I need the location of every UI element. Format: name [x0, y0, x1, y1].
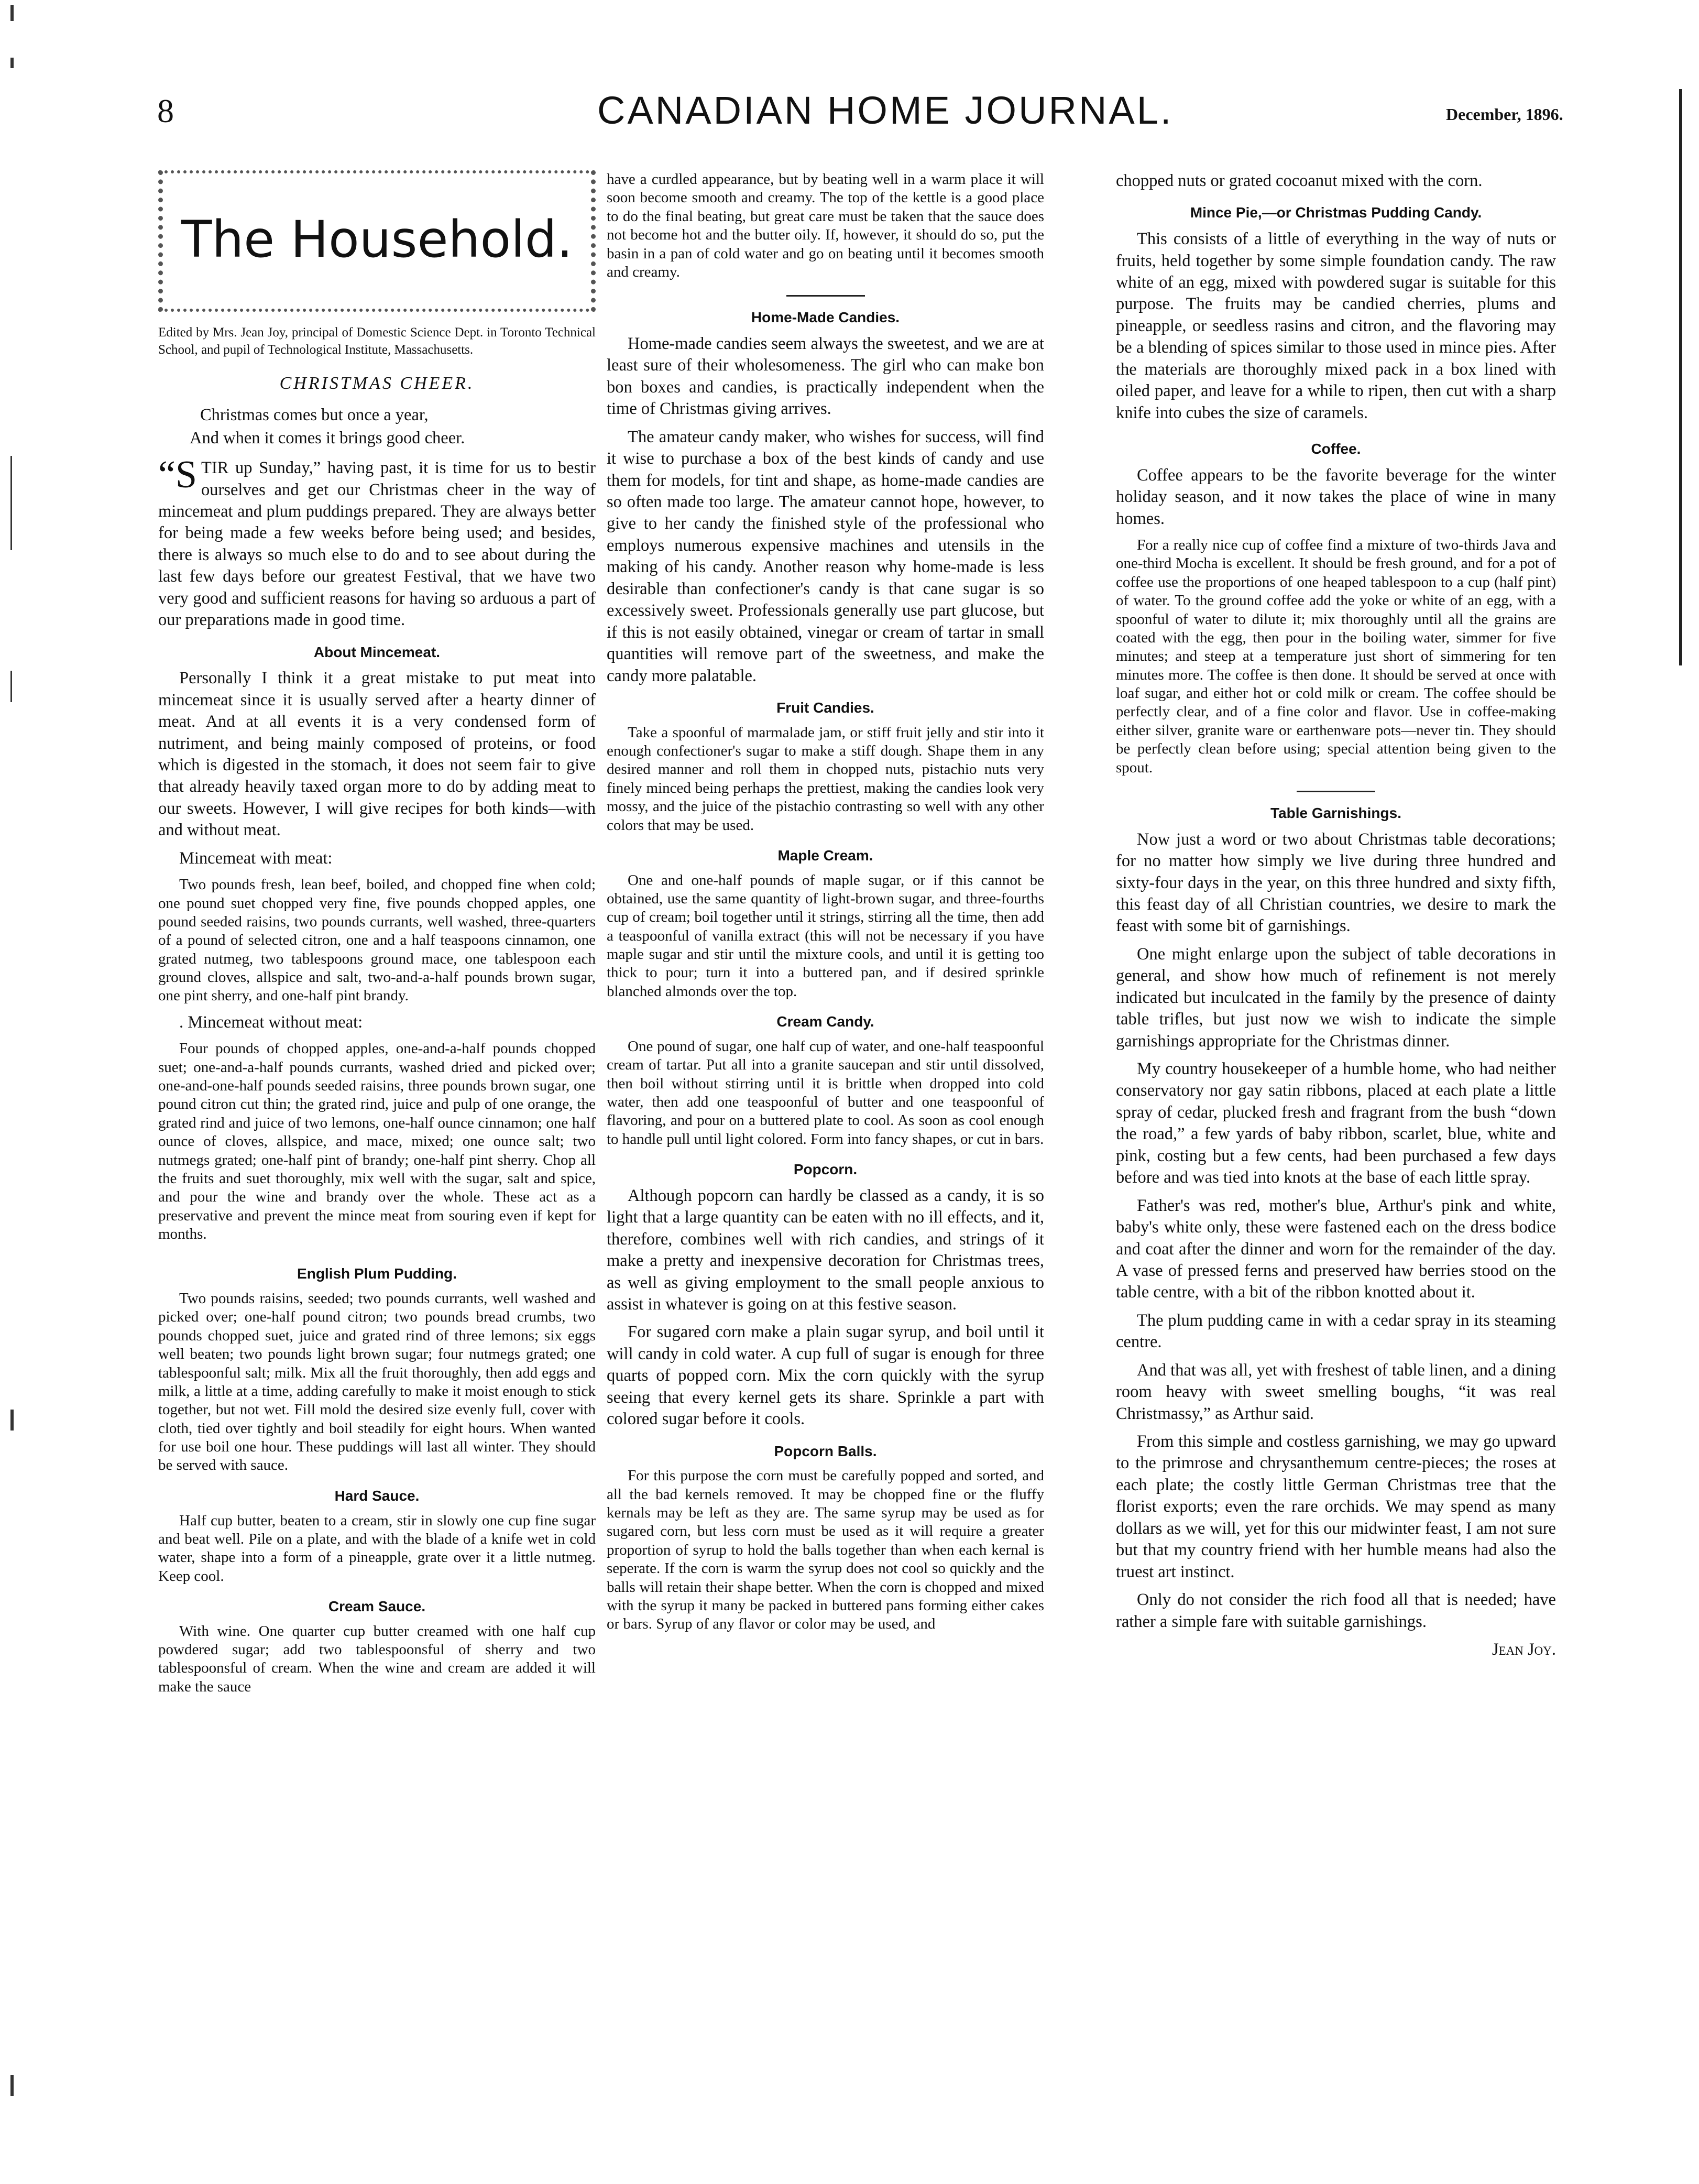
recipe-popcorn-balls: For this purpose the corn must be carefully popped and sorted, and all the bad kernels removed. It may be chopped fine or the fluffy kernals may be left as they are. The same syrup may be used as for sugared corn, but less corn must be used as it will require a greater proportion of syrup to hold the balls together than when each kernal is seperate. If the corn is warm the syrup does not cool so quickly and the balls will retain their shape better. When the corn is chopped and mixed with the syrup it many be packed in buttered pans forming either cakes or bars. Syrup of any flavor or color may be used, and — [607, 1467, 1044, 1633]
paragraph: One might enlarge upon the subject of table decorations in general, and show how much of refinement is not merely indicated but inculcated in the family by the presence of dainty table trifles, but just now we wish to indicate the simple garnishings appropriate for the Christmas dinner. — [1116, 944, 1556, 1051]
column-1 — [158, 170, 596, 1702]
recipe-mincemeat-without-meat: Four pounds of chopped apples, one-and-a-half pounds chopped suet; one-and-a-half pounds currants, washed dried and picked over; one-and-one-half pounds seeded raisins, three pounds brown sugar, one pound citron cut thin; the grated rind, juice and pulp of one orange, the grated rind and juice of two lemons, one-half ounce cinnamon; one half ounce of cloves, allspice, and mace, mixed; one ounce salt; two nutmegs grated; one-half pint of brandy; one-half pint sherry. Chop all the fruits and suet thoroughly, mix well with the sugar, salt and spice, and pour the wine and brandy over the whole. These act as a preservative and prevent the mince meat from souring even if kept for months. — [158, 1040, 596, 1243]
scan-mark — [10, 671, 12, 702]
editor-note: Edited by Mrs. Jean Joy, principal of Domestic Science Dept. in Toronto Technical School, and pupil of Technological Institute, Massachusetts. — [158, 325, 596, 357]
column-2 — [607, 170, 1044, 1640]
section-title: The Household. — [181, 210, 573, 269]
heading-coffee: Coffee. — [1311, 441, 1361, 457]
page-number: 8 — [157, 92, 174, 129]
scan-mark — [10, 5, 14, 21]
paragraph-continued: have a curdled appearance, but by beating well in a warm place it will soon become smooth and creamy. The top of the kettle is a good place to do the final beating, but great care must be taken that the sauce does not become hot and the butter oily. If, however, it should do so, put the basin in a pan of cold water and go on beating until it becomes smooth and creamy. — [607, 171, 1044, 280]
heading-fruit-candies: Fruit Candies. — [776, 699, 874, 716]
paragraph: Home-made candies seem always the sweetest, and we are at least sure of their wholesomeness. The girl who can make bon bon boxes and candies, is practically independent when the time of Christmas giving arrives. — [607, 334, 1044, 419]
section-title-frame — [158, 170, 596, 312]
paragraph-continued: chopped nuts or grated cocoanut mixed with the corn. — [1116, 171, 1483, 190]
scan-mark — [10, 456, 12, 550]
heading-popcorn-balls: Popcorn Balls. — [774, 1443, 877, 1459]
recipe-label: . Mincemeat without meat: — [179, 1012, 363, 1032]
drop-cap: “S — [158, 453, 197, 497]
heading-home-made-candies: Home-Made Candies. — [751, 309, 900, 326]
recipe-cream-sauce: With wine. One quarter cup butter creamed with one half cup powdered sugar; add two tablespoonsful of sherry and two tablespoonsful of cream. When the wine and cream are added it will make the sauce — [158, 1622, 596, 1695]
paragraph: Although popcorn can hardly be classed as a candy, it is so light that a large quantity can be eaten with no ill effects, and it, therefore, combines well with rich candies, and strings of it make a pretty and inexpensive decoration for Christmas trees, as well as giving employment to the small people anxious to assist in whatever is going on at this festive season. — [607, 1186, 1044, 1314]
recipe-label: Mincemeat with meat: — [179, 848, 333, 868]
scan-mark — [10, 58, 14, 68]
verse-line: And when it comes it brings good cheer. — [190, 429, 465, 448]
paragraph: This consists of a little of everything in the way of nuts or fruits, held together by some simple foundation candy. The raw white of an egg, mixed with powdered sugar is suitable for this purpose. The fruits may be candied cherries, plums and pineapple, or seedless rasins and citron, and the flavoring may be a blending of spices similar to those used in mince pies. After the materials are thoroughly mixed pack in a box lined with oiled paper, and leave for a while to ripen, then cut with a sharp knife into cubes the size of caramels. — [1116, 230, 1556, 422]
paragraph: Only do not consider the rich food all that is needed; have rather a simple fare with suitable garnishings. — [1116, 1590, 1556, 1631]
heading-plum-pudding: English Plum Pudding. — [297, 1265, 457, 1282]
heading-mince-pie-candy: Mince Pie,—or Christmas Pudding Candy. — [1190, 204, 1482, 221]
column-3 — [1116, 170, 1556, 1661]
heading-popcorn: Popcorn. — [793, 1161, 858, 1178]
paragraph: Father's was red, mother's blue, Arthur's pink and white, baby's white only, these were fastened each on the dress bodice and coat after the dinner and worn for the remainder of the day. A vase of pressed ferns and preserved haw berries stood on the table centre, with a bit of the ribbon knotted about it. — [1116, 1196, 1556, 1302]
article-title: CHRISTMAS CHEER. — [279, 374, 475, 393]
recipe-fruit-candies: Take a spoonful of marmalade jam, or stiff fruit jelly and stir into it enough confectioner's sugar to make a stiff dough. Shape them in any desired manner and roll them in chopped nuts, pistachio nuts very finely minced being perhaps the prettiest, making the candies look very mossy, and the juice of the pistachio contrasting so well with any other colors that may be used. — [607, 724, 1044, 834]
paragraph: For a really nice cup of coffee find a mixture of two-thirds Java and one-third Mocha is excellent. It should be fresh ground, and for a pot of coffee use the proportions of one heaped tablespoon to a cup (half pint) of water. To the ground coffee add the yoke or white of an egg, with a spoonful of water to dilute it; mix thoroughly until all the grains are coated with the egg, then pour in the boiling water, simmer for five minutes; and steep at a temperature just short of simmering for ten minutes more. The coffee is then done. It should be served at once with loaf sugar, and either hot or cold milk or cream. The coffee should be perfectly clear, and of a fine color and flavor. Use in coffee-making either silver, granite ware or earthenware pots—never tin. They should be perfectly clean before using; special attention being given to the spout. — [1116, 537, 1556, 776]
separator-rule — [786, 295, 865, 297]
heading-about-mincemeat: About Mincemeat. — [313, 643, 441, 660]
recipe-plum-pudding: Two pounds raisins, seeded; two pounds currants, well washed and picked over; one-half pound citron; two pounds bread crumbs, two pounds chopped suet, juice and grated rind of three lemons; six eggs well beaten; two pounds light brown sugar; four nutmegs grated; one tablespoonful salt; milk. Mix all the fruit thoroughly, then add eggs and milk, a little at a time, adding carefully to make it moist enough to stick together, but not wet. Fill mold the desired size evenly full, cover with cloth, tied over tightly and boil steadily for eight hours. When wanted for use boil one hour. These puddings will last all winter. They should be served with sauce. — [158, 1290, 596, 1474]
recipe-hard-sauce: Half cup butter, beaten to a cream, stir in slowly one cup fine sugar and beat well. Pile on a plate, and with the blade of a knife wet in cold water, shape into a form of a pineapple, grate over it a little nutmeg. Keep cool. — [158, 1512, 596, 1585]
paragraph: Coffee appears to be the favorite beverage for the winter holiday season, and it now takes the place of wine in many homes. — [1116, 465, 1556, 528]
paragraph: And that was all, yet with freshest of table linen, and a dining room heavy with sweet smelling boughs, “it was real Christmassy,” as Arthur said. — [1116, 1360, 1556, 1423]
recipe-mincemeat-with-meat: Two pounds fresh, lean beef, boiled, and chopped fine when cold; one pound suet chopped very fine, five pounds chopped apples, one pound seeded raisins, two pounds currants, well washed, three-quarters of a pound of selected citron, one and a half teaspoons cinnamon, one grated nutmeg, two tablespoons ground mace, one tablespoon each ground cloves, allspice and salt, two-and-a-half pounds brown sugar, one pint sherry, and one-half pint brandy. — [158, 876, 596, 1004]
heading-table-garnishings: Table Garnishings. — [1270, 804, 1401, 821]
recipe-maple-cream: One and one-half pounds of maple sugar, or if this cannot be obtained, use the same quantity of light-brown sugar, and three-fourths cup of cream; boil together until it strings, stirring all the time, then add a teaspoonful of vanilla extract (this will not be necessary if you have maple sugar and stir until the mixture cools, and until it is getting too thick to pour; turn it into a buttered pan, and if desired sprinkle blanched almonds over the top. — [607, 871, 1044, 1000]
paragraph: The amateur candy maker, who wishes for success, will find it wise to purchase a box of the best kinds of candy and use them for models, for tint and shape, as home-made candies are so often made too large. The amateur cannot hope, however, to give to her candy the finished style of the professional who employs numerous expensive machines and utensils in the making of his candy. Another reason why home-made is less desirable than confectioner's candy is that cane sugar is so excessively sweet. Professionals generally use part glucose, but if this is not easily obtained, vinegar or cream of tartar in small quantities will remove part of the sweetness, and make the candy more palatable. — [607, 427, 1044, 685]
paragraph: Personally I think it a great mistake to put meat into mincemeat since it is usually served after a hearty dinner of meat. And at all events it is a very condensed form of nutriment, and being mainly composed of proteins, or food which is digested in the stomach, it does not seem fair to give that already heavily taxed organ more to do by adding meat to our sweets. However, I will give recipes for both kinds—with and without meat. — [158, 669, 596, 840]
paragraph: From this simple and costless garnishing, we may go upward to the primrose and chrysanthemum centre-pieces; the roses at each plate; the costly little German Christmas tree that the florist exports; even the rare orchids. We may spend as many dollars as we will, yet for this our midwinter feast, I am not sure but that my country friend with her humble means had also the truest art instinct. — [1116, 1432, 1556, 1581]
paragraph: For sugared corn make a plain sugar syrup, and boil until it will candy in cold water. A cup full of sugar is enough for three quarts of popped corn. Mix the corn quickly with the syrup seeing that every kernel gets its share. Sprinkle a part with colored sugar before it cools. — [607, 1323, 1044, 1429]
verse-line: Christmas comes but once a year, — [200, 406, 429, 425]
paragraph: The plum pudding came in with a cedar spray in its steaming centre. — [1116, 1311, 1556, 1352]
scan-edge-marks — [10, 0, 21, 2184]
intro-text: TIR up Sunday,” having past, it is time for us to bestir ourselves and get our Christmas cheer in the way of mincemeat and plum puddings prepared. They are always better for being made a few weeks before being used; and besides, there is always so much else to do and to see about during the last few days before our greatest Festival, that we have two very good and sufficient reasons for having so arduous a part of our preparations made in good time. — [158, 458, 596, 630]
heading-cream-sauce: Cream Sauce. — [328, 1598, 426, 1615]
scan-mark — [10, 1410, 14, 1430]
heading-cream-candy: Cream Candy. — [776, 1013, 874, 1030]
issue-date: December, 1896. — [1446, 105, 1563, 124]
masthead-title: CANADIAN HOME JOURNAL. — [597, 89, 1174, 132]
intro-paragraph — [158, 453, 596, 631]
recipe-cream-candy: One pound of sugar, one half cup of water, and one-half teaspoonful cream of tartar. Put all into a granite saucepan and stir until dissolved, then boil without stirring until it is brittle when dropped into cold water, then add one teaspoonful of butter and one teaspoonful of flavoring, and pour on a buttered plate to cool. As soon as cool enough to handle pull until light colored. Form into fancy shapes, or cut in bars. — [607, 1038, 1044, 1148]
scan-mark — [10, 2075, 14, 2096]
heading-hard-sauce: Hard Sauce. — [334, 1487, 420, 1504]
author-signature: Jean Joy. — [1492, 1640, 1556, 1659]
separator-rule — [1297, 791, 1375, 792]
paragraph: My country housekeeper of a humble home, who had neither conservatory nor gay satin ribbons, placed at each plate a little spray of cedar, plucked fresh and fragrant from the bush “down the road,” a few yards of baby ribbon, scarlet, blue, white and pink, costing but a few cents, had been purchased a few days before and was tied into knots at the base of each little spray. — [1116, 1060, 1556, 1187]
heading-maple-cream: Maple Cream. — [777, 847, 873, 864]
page-header — [0, 0, 1699, 157]
verse — [190, 404, 596, 450]
right-margin-rule — [1679, 89, 1682, 665]
paragraph: Now just a word or two about Christmas table decorations; for no matter how simply we live during three hundred and sixty-four days in the year, on this three hundred and sixty fifth, this feast day of all Christian countries, we desire to mark the feast with some bit of garnishings. — [1116, 829, 1556, 936]
